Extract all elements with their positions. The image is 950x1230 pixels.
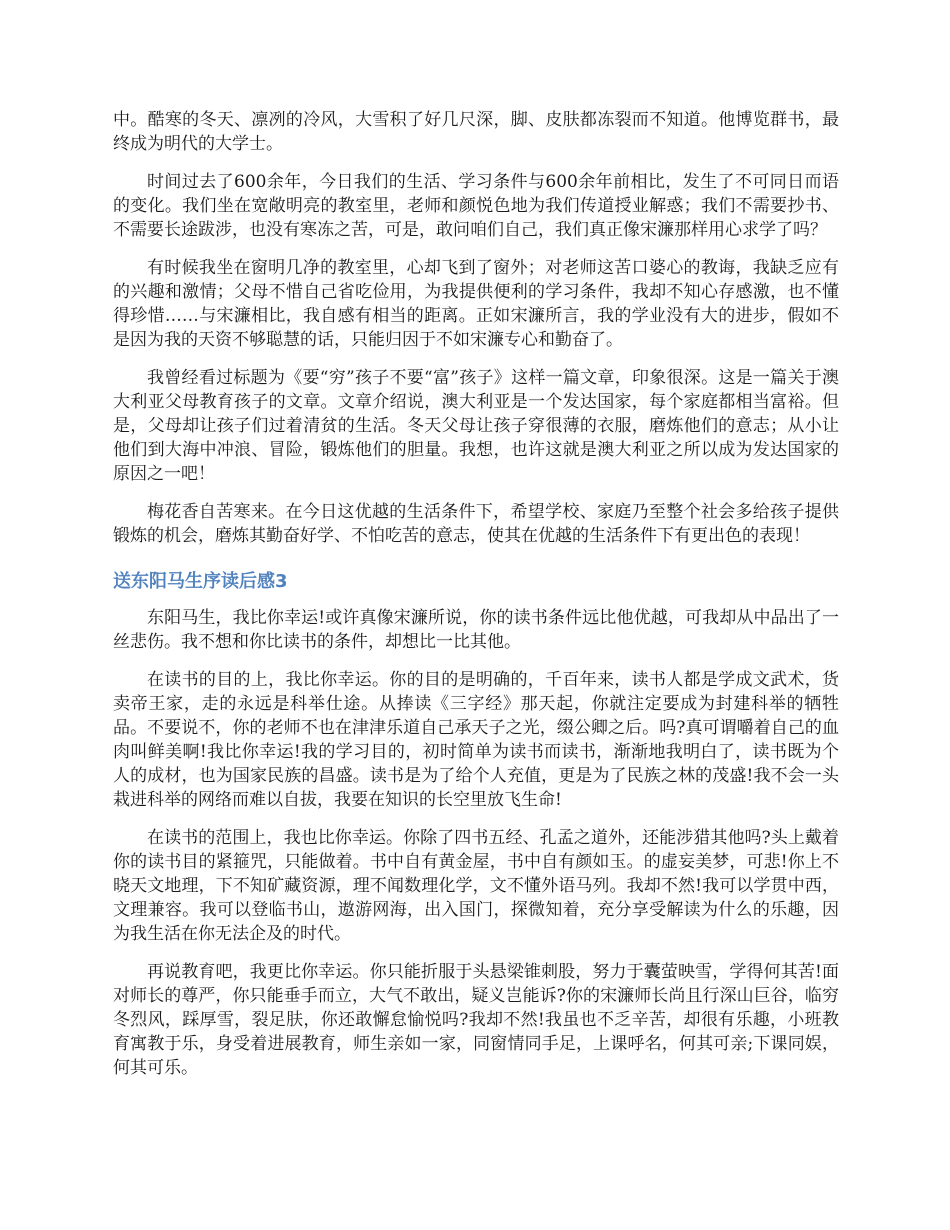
- paragraph: 梅花香自苦寒来。在今日这优越的生活条件下，希望学校、家庭乃至整个社会多给孩子提供锻炼的机会，磨炼其勤奋好学、不怕吃苦的意志，使其在优越的生活条件下有更出色的表现！: [113, 502, 839, 546]
- paragraph: 中。酷寒的冬天、凛冽的冷风，大雪积了好几尺深，脚、皮肤都冻裂而不知道。他博览群书，最终成为明代的大学士。: [113, 110, 839, 154]
- section-heading: 送东阳马生序读后感3: [113, 571, 288, 592]
- paragraph: 有时候我坐在窗明几净的教室里，心却飞到了窗外；对老师这苦口婆心的教诲，我缺乏应有的兴趣和激情；父母不惜自己省吃俭用，为我提供便利的学习条件，我却不知心存感激，也不懂得珍惜……与宋濂相比，我自感有相当的距离。正如宋濂所言，我的学业没有大的进步，假如不是因为我的天资不够聪慧的话，只能归因于不如宋濂专心和勤奋了。: [113, 258, 839, 350]
- paragraph: 再说教育吧，我更比你幸运。你只能折服于头悬梁锥刺股，努力于囊萤映雪，学得何其苦!面对师长的尊严，你只能垂手而立，大气不敢出，疑义岂能诉?你的宋濂师长尚且行深山巨谷，临穷冬烈风，踩厚雪，裂足肤，你还敢懈怠愉悦吗?我却不然!我虽也不乏辛苦，却很有乐趣，小班教育寓教于乐，身受着进展教育，师生亲如一家，同窗情同手足，上课呼名，何其可亲;下课同娱，何其可乐。: [113, 962, 839, 1078]
- paragraph: 在读书的范围上，我也比你幸运。你除了四书五经、孔孟之道外，还能涉猎其他吗?头上戴着你的读书目的紧箍咒，只能做着。书中自有黄金屋，书中自有颜如玉。的虚妄美梦，可悲!你上不晓天文地理，下不知矿藏资源，理不闻数理化学，文不懂外语马列。我却不然!我可以学贯中西，文理兼容。我可以登临书山，遨游网海，出入国门，探微知着，充分享受解读为什么的乐趣，因为我生活在你无法企及的时代。: [113, 828, 839, 944]
- paragraph: 时间过去了600余年，今日我们的生活、学习条件与600余年前相比，发生了不可同日而语的变化。我们坐在宽敞明亮的教室里，老师和颜悦色地为我们传道授业解惑；我们不需要抄书、不需要长途跋涉，也没有寒冻之苦，可是，敢问咱们自己，我们真正像宋濂那样用心求学了吗？: [113, 172, 839, 240]
- paragraph: 在读书的目的上，我比你幸运。你的目的是明确的，千百年来，读书人都是学成文武术，货卖帝王家，走的永远是科举仕途。从捧读《三字经》那天起，你就注定要成为封建科举的牺牲品。不要说不，你的老师不也在津津乐道自己承天子之光，缀公卿之后。吗?真可谓嚼着自己的血肉叫鲜美啊!我比你幸运!我的学习目的，初时简单为读书而读书，渐渐地我明白了，读书既为个人的成材，也为国家民族的昌盛。读书是为了给个人充值，更是为了民族之林的茂盛!我不会一头栽进科举的网络而难以自拔，我要在知识的长空里放飞生命!: [113, 670, 839, 810]
- paragraph: 东阳马生，我比你幸运!或许真像宋濂所说，你的读书条件远比他优越，可我却从中品出了一丝悲伤。我不想和你比读书的条件，却想比一比其他。: [113, 608, 839, 652]
- paragraph: 我曾经看过标题为《要“穷”孩子不要“富”孩子》这样一篇文章，印象很深。这是一篇关于澳大利亚父母教育孩子的文章。文章介绍说，澳大利亚是一个发达国家，每个家庭都相当富裕。但是，父母却让孩子们过着清贫的生活。冬天父母让孩子穿很薄的衣服，磨炼他们的意志；从小让他们到大海中冲浪、冒险，锻炼他们的胆量。我想，也许这就是澳大利亚之所以成为发达国家的原因之一吧！: [113, 368, 839, 484]
- document-page: [113, 108, 839, 1094]
